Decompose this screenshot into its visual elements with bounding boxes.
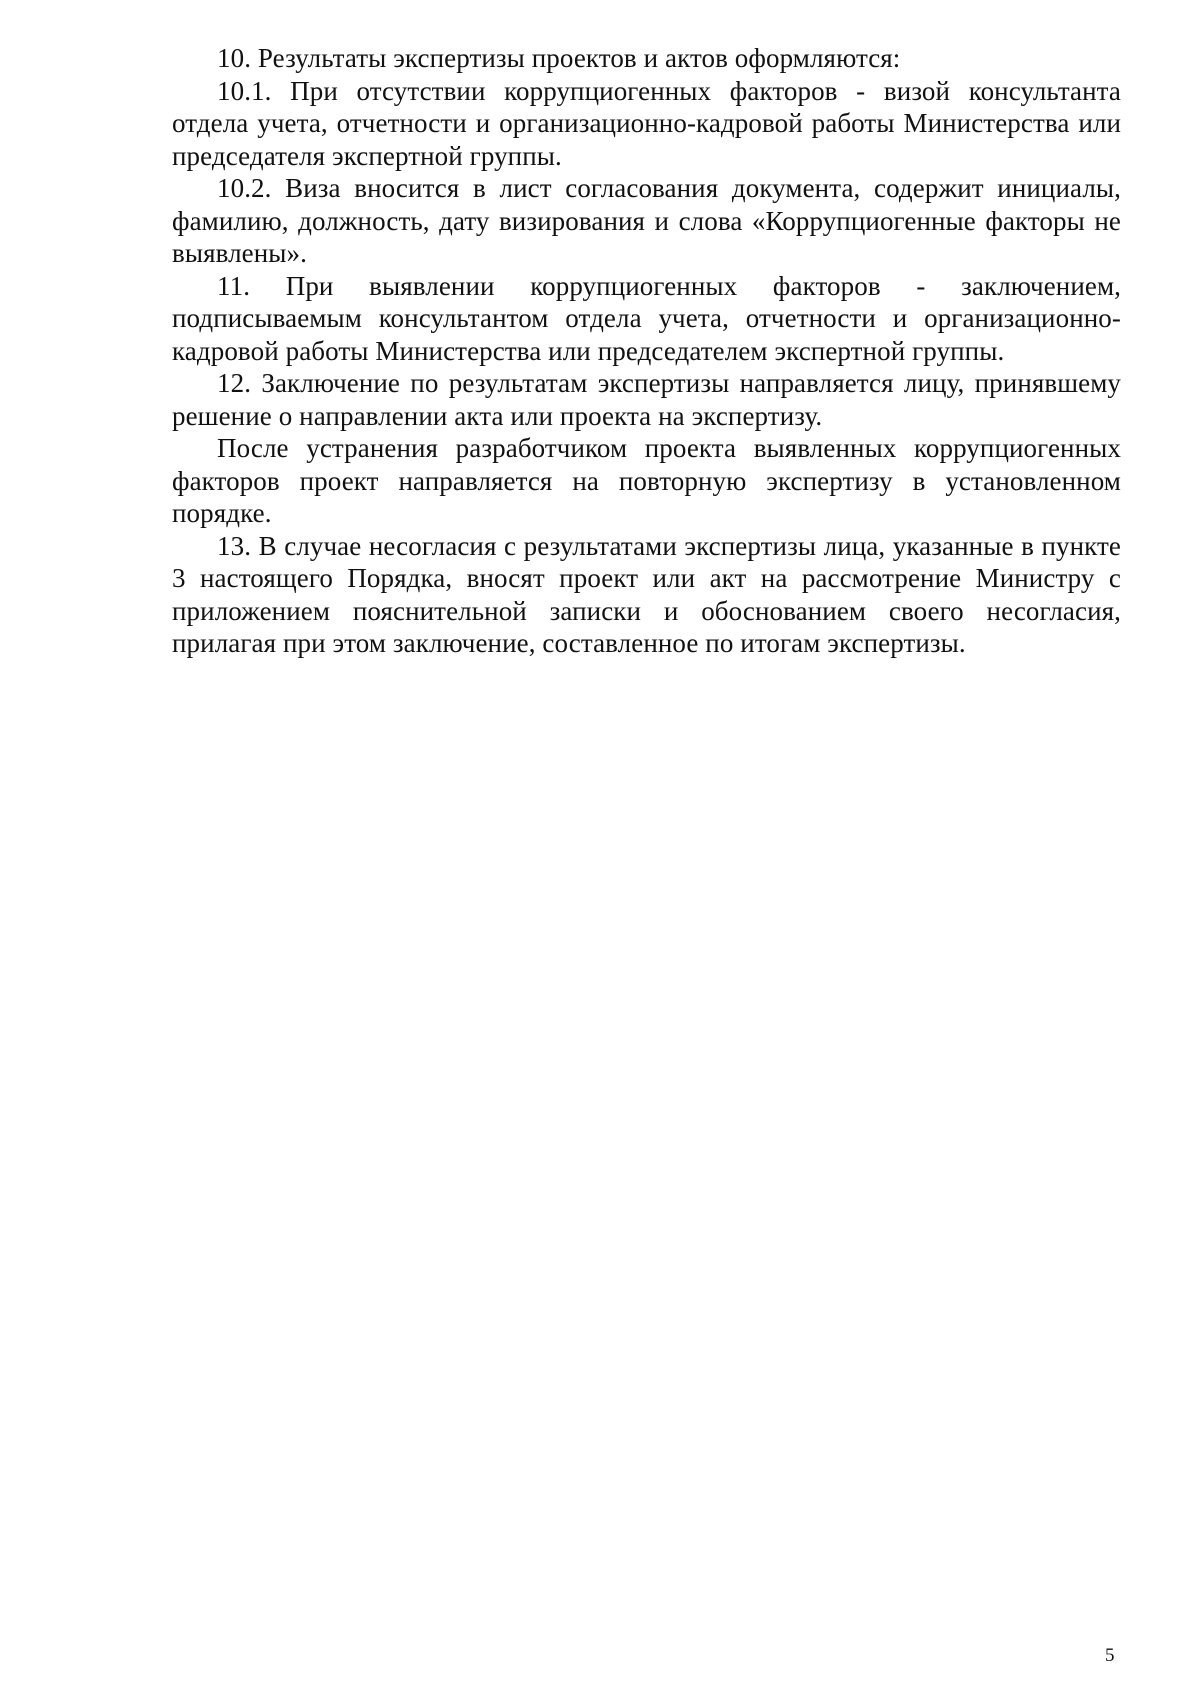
paragraph-12: 12. Заключение по результатам экспертизы направляется лицу, принявшему решение о направлении акта или проекта на экспертизу. <box>172 368 1121 431</box>
paragraph-10-1: 10.1. При отсутствии коррупциогенных факторов - визой консультанта отдела учета, отчетности и организационно-кадровой работы Министерства или председателя экспертной группы. <box>172 75 1121 171</box>
paragraph-10: 10. Результаты экспертизы проектов и актов оформляются: <box>217 43 901 73</box>
paragraph-10-2: 10.2. Виза вносится в лист согласования документа, содержит инициалы, фамилию, должность, дату визирования и слова «Коррупциогенные факторы не выявлены». <box>172 173 1121 268</box>
page-number: 5 <box>1105 1645 1115 1666</box>
paragraph-13: 13. В случае несогласия с результатами экспертизы лица, указанные в пункте 3 настоящего Порядка, вносят проект или акт на рассмотрение Министру с приложением пояснительной записки и обоснованием своего несогласия, прилагая при этом заключение, составленное по итогам экспертизы. <box>172 530 1121 658</box>
document-body <box>172 42 1121 660</box>
paragraph-11: 11. При выявлении коррупциогенных факторов - заключением, подписываемым консультантом отдела учета, отчетности и организационно-кадровой работы Министерства или председателем экспертной группы. <box>172 270 1121 366</box>
paragraph-12-continuation: После устранения разработчиком проекта выявленных коррупциогенных факторов проект направляется на повторную экспертизу в установленном порядке. <box>172 433 1121 528</box>
